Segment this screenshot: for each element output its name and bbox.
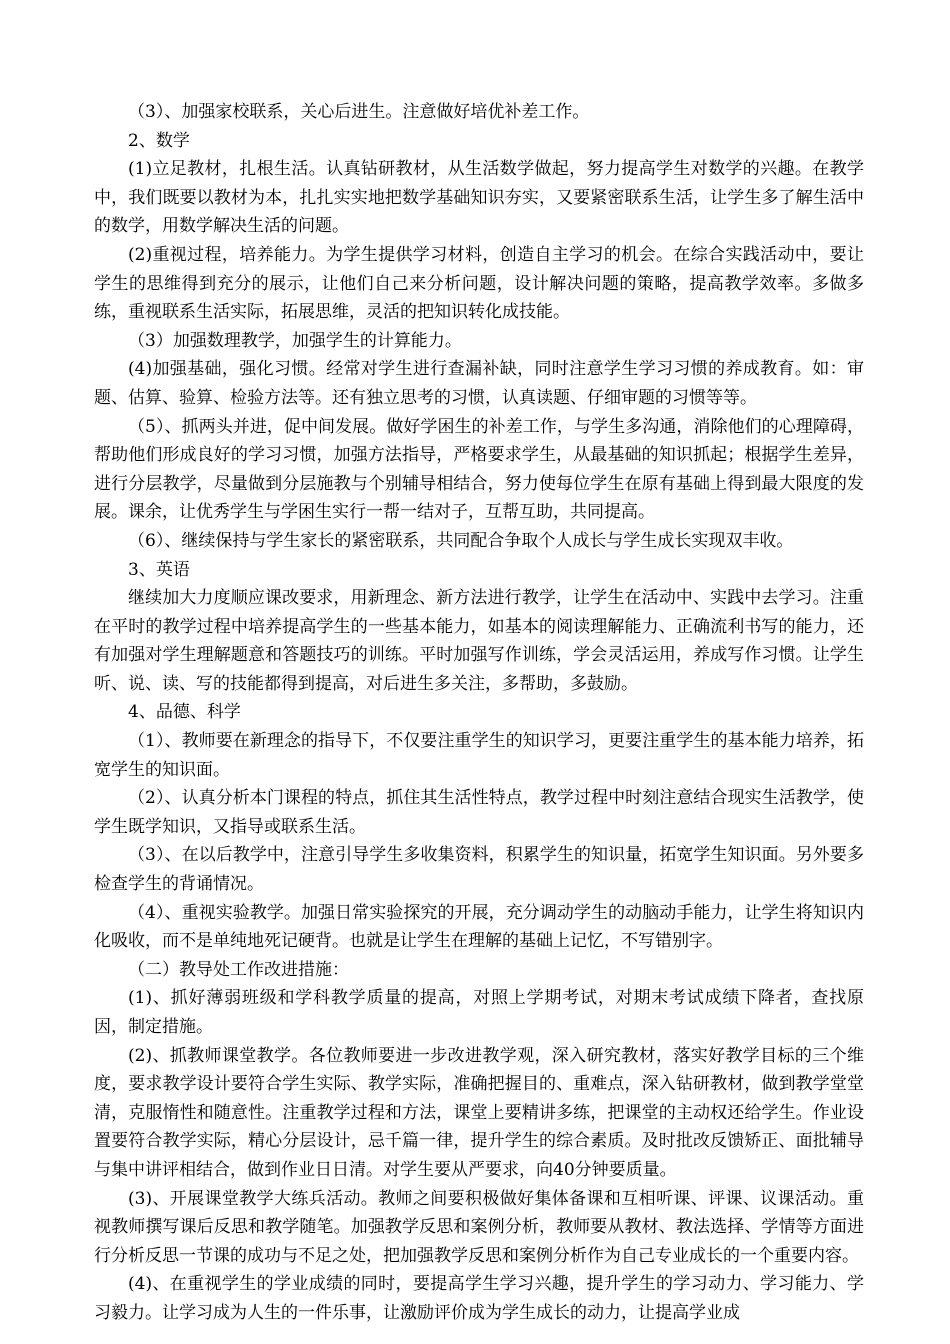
paragraph-office-4: (4)、在重视学生的学业成绩的同时，要提高学生学习兴趣，提升学生的学习动力、学习能力、学习毅力。让学习成为人生的一件乐事，让激励评价成为学生成长的动力，让提高学业成 (94, 1274, 864, 1323)
paragraph-math-4: (4)加强基础，强化习惯。经常对学生进行查漏补缺，同时注意学生学习习惯的养成教育。如：审题、估算、验算、检验方法等。还有独立思考的习惯，认真读题、仔细审题的习惯等等。 (94, 359, 864, 408)
heading-english: 3、英语 (128, 559, 190, 580)
paragraph-math-3: （3）加强数理教学，加强学生的计算能力。 (128, 330, 462, 351)
paragraph-office-1: (1)、抓好薄弱班级和学科教学质量的提高，对照上学期考试，对期末考试成绩下降者，查找原因，制定措施。 (94, 988, 864, 1037)
paragraph-math-1: (1)立足教材，扎根生活。认真钻研教材，从生活数学做起，努力提高学生对数学的兴趣。在教学中，我们既要以教材为本，扎扎实实地把数学基础知识夯实，又要紧密联系生活，让学生多了解生活中的数学，用数学解决生活的问题。 (94, 159, 864, 237)
paragraph-science-4: （4）、重视实验教学。加强日常实验探究的开展，充分调动学生的动脑动手能力，让学生将知识内化吸收，而不是单纯地死记硬背。也就是让学生在理解的基础上记忆，不写错别字。 (94, 902, 864, 952)
paragraph-science-1: （1）、教师要在新理念的指导下，不仅要注重学生的知识学习，更要注重学生的基本能力培养，拓宽学生的知识面。 (94, 731, 864, 780)
paragraph-home-school-contact: （3）、加强家校联系，关心后进生。注意做好培优补差工作。 (128, 102, 590, 122)
heading-math: 2、数学 (128, 130, 190, 151)
paragraph-math-2: (2)重视过程，培养能力。为学生提供学习材料，创造自主学习的机会。在综合实践活动中，要让学生的思维得到充分的展示，让他们自己来分析问题，设计解决问题的策略，提高教学效率。多做多练，重视联系生活实际，拓展思维，灵活的把知识转化成技能。 (94, 244, 864, 323)
paragraph-office-2: (2)、抓教师课堂教学。各位教师要进一步改进教学观，深入研究教材，落实好教学目标的三个维度，要求教学设计要符合学生实际、教学实际，准确把握目的、重难点，深入钻研教材，做到教学堂堂清，克服惰性和随意性。注重教学过程和方法，课堂上要精讲多练，把课堂的主动权还给学生。作业设置要符合教学实际，精心分层设计，忌千篇一律，提升学生的综合素质。及时批改反馈矫正、面批辅导与集中讲评相结合，做到作业日日清。对学生要从严要求，向40分钟要质量。 (94, 1045, 864, 1180)
paragraph-office-3: (3)、开展课堂教学大练兵活动。教师之间要积极做好集体备课和互相听课、评课、议课活动。重视教师撰写课后反思和教学随笔。加强教学反思和案例分析，教师要从教材、教法选择、学情等方面进行分析反思一节课的成功与不足之处，把加强教学反思和案例分析作为自己专业成长的一个重要内容。 (94, 1188, 864, 1266)
paragraph-science-2: （2）、认真分析本门课程的特点，抓住其生活性特点，教学过程中时刻注意结合现实生活教学，使学生既学知识，又指导或联系生活。 (94, 788, 864, 837)
paragraph-math-5: （5）、抓两头并进，促中间发展。做好学困生的补差工作，与学生多沟通，消除他们的心理障碍，帮助他们形成良好的学习习惯，加强方法指导，严格要求学生，从最基础的知识抓起；根据学生差异，进行分层教学，尽量做到分层施教与个别辅导相结合，努力使每位学生在原有基础上得到最大限度的发展。课余，让优秀学生与学困生实行一帮一结对子，互帮互助，共同提高。 (94, 416, 864, 523)
paragraph-math-6: （6）、继续保持与学生家长的紧密联系，共同配合争取个人成长与学生成长实现双丰收。 (128, 530, 794, 551)
paragraph-english: 继续加大力度顺应课改要求，用新理念、新方法进行教学，让学生在活动中、实践中去学习。注重在平时的教学过程中培养提高学生的一些基本能力，如基本的阅读理解能力、正确流利书写的能力，还有加强对学生理解题意和答题技巧的训练。平时加强写作训练，学会灵活运用，养成写作习惯。让学生听、说、读、写的技能都得到提高，对后进生多关注，多帮助，多鼓励。 (94, 588, 864, 694)
paragraph-science-3: （3）、在以后教学中，注意引导学生多收集资料，积累学生的知识量，拓宽学生知识面。另外要多检查学生的背诵情况。 (94, 845, 864, 895)
heading-academic-office: （二）教导处工作改进措施： (128, 959, 349, 980)
heading-morality-science: 4、品德、科学 (128, 702, 241, 723)
document-page (94, 98, 864, 1328)
